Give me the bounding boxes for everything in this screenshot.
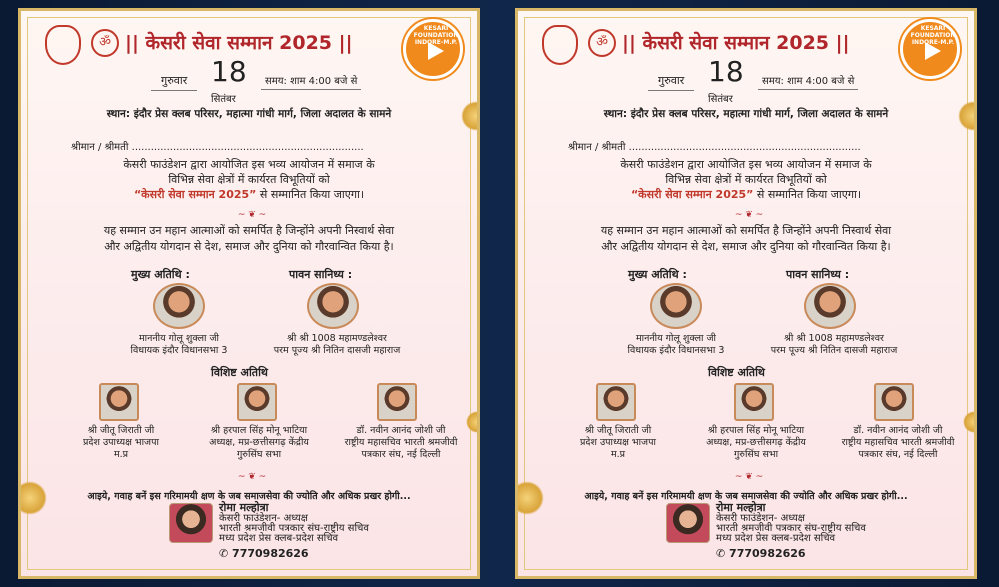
presence-guest-role: परम पूज्य श्री नितिन दासजी महाराज: [770, 345, 898, 356]
contact-phone: [219, 547, 309, 560]
tribute-line: यह सम्मान उन महान आत्माओं को समर्पित है जिन्होंने अपनी निस्वार्थ सेवा: [103, 224, 395, 237]
special-guest-role: म.प्र: [113, 449, 129, 460]
presence-guest-info: [247, 333, 427, 357]
special-guest-name: डॉ. नवीन आनंद जोशी जी: [356, 425, 446, 436]
whatsapp-icon: ✆: [219, 547, 233, 560]
event-month: सितंबर: [211, 94, 236, 105]
tribute-line: और अद्वितीय योगदान से देश, समाज और दुनिया को गौरवान्वित किया है।: [104, 240, 394, 253]
presence-guest-role: परम पूज्य श्री नितिन दासजी महाराज: [273, 345, 401, 356]
event-venue: स्थान: इंदौर प्रेस क्लब परिसर, महात्मा गांधी मार्ग, जिला अदालत के सामने: [603, 108, 889, 120]
special-guest-role: अध्यक्ष, मप्र-छत्तीसगढ़ केंद्रीय: [209, 437, 309, 448]
award-highlight: “केसरी सेवा सम्मान 2025”: [630, 188, 754, 201]
invitation-card-left: [18, 8, 480, 579]
host-name: रोमा मल्होत्रा: [219, 501, 269, 514]
ganesh-icon: [45, 25, 81, 65]
special-guest-role: राष्ट्रीय महासचिव भारती श्रमजीवी: [841, 437, 955, 448]
host-role: भारती श्रमजीवी पत्रकार संघ-राष्ट्रीय सचिव: [219, 523, 369, 534]
card-border: [524, 17, 968, 570]
ornament-divider: ~ ❦ ~: [237, 472, 267, 482]
event-title: || केसरी सेवा सम्मान 2025 ||: [622, 32, 850, 54]
host-photo: [666, 503, 710, 543]
host-info: [219, 503, 369, 544]
closing-text: आइये, गवाह बनें इस गरिमामयी क्षण के जब समाजसेवा की ज्योति और अधिक प्रखर होगी...: [584, 491, 908, 502]
intro-line: [21, 187, 477, 202]
contact-phone: [716, 547, 806, 560]
special-guest-info: [682, 425, 830, 461]
intro-text: [518, 157, 974, 202]
presence-heading: पावन सानिध्य :: [289, 268, 353, 281]
host-role: भारती श्रमजीवी पत्रकार संघ-राष्ट्रीय सचिव: [716, 523, 866, 534]
presence-guest-name: श्री श्री 1008 महामण्डलेश्वर: [784, 333, 884, 344]
ornament-divider: ~ ❦ ~: [237, 210, 267, 220]
special-guest-info: [51, 425, 191, 461]
event-time: समय: शाम 4:00 बजे से: [261, 73, 361, 90]
intro-line-rest: से सम्मानित किया जाएगा।: [753, 188, 862, 201]
event-date: 18: [708, 55, 744, 88]
special-guest-role: प्रदेश उपाध्यक्ष भाजपा: [580, 437, 656, 448]
host-info: [716, 503, 866, 544]
host-role: केसरी फाउंडेशन- अध्यक्ष: [219, 513, 308, 524]
special-guest-role: पत्रकार संघ, नई दिल्ली: [361, 449, 441, 460]
special-guest-name: श्री जीतू जिराती जी: [87, 425, 155, 436]
addressee-line: श्रीमान / श्रीमती .........................................................................: [71, 142, 364, 153]
special-guest-photo: [874, 383, 914, 421]
special-guest-name: श्री जीतू जिराती जी: [584, 425, 652, 436]
special-guest-role: म.प्र: [610, 449, 626, 460]
special-guest-name: श्री हरपाल सिंह मोनू भाटिया: [707, 425, 805, 436]
host-role: मध्य प्रदेश प्रेस क्लब-प्रदेश सचिव: [716, 533, 836, 544]
special-guest-name: श्री हरपाल सिंह मोनू भाटिया: [210, 425, 308, 436]
logo-text: KESARI FOUNDATION INDORE-M.P.: [413, 25, 459, 46]
chief-guest-photo: [153, 283, 205, 329]
special-guest-photo: [596, 383, 636, 421]
chief-guest-photo: [650, 283, 702, 329]
special-guest-info: [548, 425, 688, 461]
special-guest-photo: [377, 383, 417, 421]
logo-text: KESARI FOUNDATION INDORE-M.P.: [910, 25, 956, 46]
intro-line: केसरी फाउंडेशन द्वारा आयोजित इस भव्य आयोजन में समाज के: [620, 158, 872, 171]
om-icon: ॐ: [91, 29, 119, 57]
event-title: || केसरी सेवा सम्मान 2025 ||: [125, 32, 353, 54]
tribute-text: [21, 223, 477, 255]
special-guest-photo: [237, 383, 277, 421]
om-icon: ॐ: [588, 29, 616, 57]
intro-line: केसरी फाउंडेशन द्वारा आयोजित इस भव्य आयोजन में समाज के: [123, 158, 375, 171]
intro-line-rest: से सम्मानित किया जाएगा।: [256, 188, 365, 201]
presence-guest-info: [744, 333, 924, 357]
host-role: मध्य प्रदेश प्रेस क्लब-प्रदेश सचिव: [219, 533, 339, 544]
host-photo: [169, 503, 213, 543]
special-guest-info: [327, 425, 475, 461]
award-highlight: “केसरी सेवा सम्मान 2025”: [133, 188, 257, 201]
addressee-line: श्रीमान / श्रीमती .........................................................................: [568, 142, 861, 153]
ornament-divider: ~ ❦ ~: [734, 472, 764, 482]
event-month: सितंबर: [708, 94, 733, 105]
event-venue: स्थान: इंदौर प्रेस क्लब परिसर, महात्मा गांधी मार्ग, जिला अदालत के सामने: [106, 108, 392, 120]
ornament-divider: ~ ❦ ~: [734, 210, 764, 220]
kesari-foundation-logo: [403, 19, 463, 79]
intro-line: [518, 187, 974, 202]
phone-number: 7770982626: [729, 547, 806, 560]
special-guest-role: पत्रकार संघ, नई दिल्ली: [858, 449, 938, 460]
special-guest-role: गुरुसिंघ सभा: [236, 449, 282, 460]
special-guests-heading: विशिष्ट अतिथि: [708, 366, 765, 379]
intro-text: [21, 157, 477, 202]
saffron-flag-icon: [428, 42, 444, 60]
special-guest-info: [185, 425, 333, 461]
invitation-card-right: [515, 8, 977, 579]
chief-guest-heading: मुख्य अतिथि :: [131, 268, 190, 281]
tribute-text: [518, 223, 974, 255]
presence-heading: पावन सानिध्य :: [786, 268, 850, 281]
ganesh-icon: [542, 25, 578, 65]
intro-line: विभिन्न सेवा क्षेत्रों में कार्यरत विभूतियों को: [168, 173, 330, 186]
chief-guest-role: विधायक इंदौर विधानसभा 3: [627, 345, 725, 356]
chief-guest-info: [598, 333, 754, 357]
special-guest-role: प्रदेश उपाध्यक्ष भाजपा: [83, 437, 159, 448]
special-guest-role: अध्यक्ष, मप्र-छत्तीसगढ़ केंद्रीय: [706, 437, 806, 448]
presence-guest-name: श्री श्री 1008 महामण्डलेश्वर: [287, 333, 387, 344]
event-date: 18: [211, 55, 247, 88]
closing-text: आइये, गवाह बनें इस गरिमामयी क्षण के जब समाजसेवा की ज्योति और अधिक प्रखर होगी...: [87, 491, 411, 502]
chief-guest-heading: मुख्य अतिथि :: [628, 268, 687, 281]
whatsapp-icon: ✆: [716, 547, 730, 560]
host-name: रोमा मल्होत्रा: [716, 501, 766, 514]
intro-line: विभिन्न सेवा क्षेत्रों में कार्यरत विभूतियों को: [665, 173, 827, 186]
event-time: समय: शाम 4:00 बजे से: [758, 73, 858, 90]
presence-guest-photo: [804, 283, 856, 329]
chief-guest-info: [101, 333, 257, 357]
special-guest-role: गुरुसिंघ सभा: [733, 449, 779, 460]
event-day: गुरुवार: [151, 73, 197, 91]
special-guest-role: राष्ट्रीय महासचिव भारती श्रमजीवी: [344, 437, 458, 448]
saffron-flag-icon: [925, 42, 941, 60]
kesari-foundation-logo: [900, 19, 960, 79]
host-role: केसरी फाउंडेशन- अध्यक्ष: [716, 513, 805, 524]
card-border: [27, 17, 471, 570]
special-guests-heading: विशिष्ट अतिथि: [211, 366, 268, 379]
phone-number: 7770982626: [232, 547, 309, 560]
presence-guest-photo: [307, 283, 359, 329]
event-day: गुरुवार: [648, 73, 694, 91]
chief-guest-name: माननीय गोलू शुक्ला जी: [138, 333, 219, 344]
tribute-line: और अद्वितीय योगदान से देश, समाज और दुनिया को गौरवान्वित किया है।: [601, 240, 891, 253]
special-guest-info: [824, 425, 972, 461]
special-guest-photo: [99, 383, 139, 421]
tribute-line: यह सम्मान उन महान आत्माओं को समर्पित है जिन्होंने अपनी निस्वार्थ सेवा: [600, 224, 892, 237]
special-guest-name: डॉ. नवीन आनंद जोशी जी: [853, 425, 943, 436]
chief-guest-role: विधायक इंदौर विधानसभा 3: [130, 345, 228, 356]
chief-guest-name: माननीय गोलू शुक्ला जी: [635, 333, 716, 344]
special-guest-photo: [734, 383, 774, 421]
